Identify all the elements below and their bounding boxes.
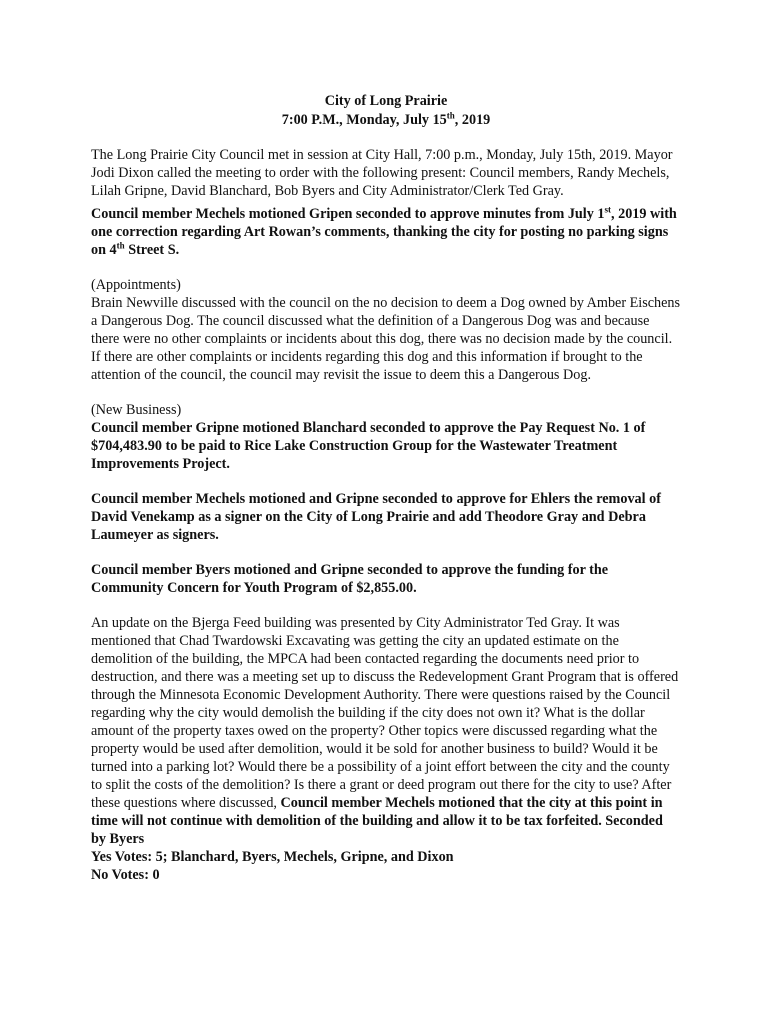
meeting-datetime-suffix: th bbox=[446, 110, 455, 121]
minutes-motion-sup2: th bbox=[116, 240, 125, 251]
minutes-document bbox=[91, 92, 681, 884]
bjerga-text: An update on the Bjerga Feed building was presented by City Administrator Ted Gray. It was mentioned that Chad Twardowski Excavating was getting the city an updated estimate on the demolition of the building, the MPCA had been contacted regarding the documents need prior to destruction, and there was a meeting set up to discuss the Redevelopment Grant Program that is offered through the Minnesota Economic Development Authority. There were questions raised by the Council regarding why the city would demolish the building if the city does not own it? What is the dollar amount of the property taxes owed on the property? Other topics were discussed regarding what the property would be used after demolition, would it be sold for another business to build? Would it be turned into a parking lot? Would there be a possibility of a joint effort between the city and the county to split the costs of the demolition? Is there a grant or deed program out there for the city to use? After these questions where discussed, bbox=[91, 615, 679, 811]
yes-votes: Yes Votes: 5; Blanchard, Byers, Mechels, Gripne, and Dixon bbox=[91, 849, 454, 865]
document-header bbox=[91, 92, 681, 130]
minutes-motion-part3: Street S. bbox=[124, 242, 180, 258]
bjerga-motion: Council member Mechels motioned that the city at this point in time will not continue with demolition of the building and allow it to be tax forfeited. Seconded by Byers bbox=[91, 795, 663, 847]
minutes-motion-sup1: st bbox=[604, 204, 611, 215]
appointments-label: (Appointments) bbox=[91, 277, 181, 293]
bjerga-paragraph bbox=[91, 614, 681, 848]
city-title: City of Long Prairie bbox=[324, 93, 448, 109]
youth-program-motion: Council member Byers motioned and Gripne seconded to approve the funding for the Community Concern for Youth Program of $2,855.00. bbox=[91, 562, 609, 596]
minutes-motion-part1: Council member Mechels motioned Gripen seconded to approve minutes from July 1 bbox=[91, 206, 605, 222]
new-business-label: (New Business) bbox=[91, 402, 182, 418]
pay-request-motion: Council member Gripne motioned Blanchard seconded to approve the Pay Request No. 1 of $704,483.90 to be paid to Rice Lake Construction Group for the Wastewater Treatment Improvements Project. bbox=[91, 420, 646, 472]
minutes-approval-motion bbox=[91, 205, 681, 259]
meeting-datetime-main: 7:00 P.M., Monday, July 15 bbox=[281, 112, 447, 128]
minutes-motion-part2: , 2019 with one correction regarding Art Rowan’s comments, thanking the city for posting no parking signs on 4 bbox=[91, 206, 677, 258]
intro-paragraph: The Long Prairie City Council met in session at City Hall, 7:00 p.m., Monday, July 15th, 2019. Mayor Jodi Dixon called the meeting to order with the following present: Council members, Randy Mechels, Lilah Gripne, David Blanchard, Bob Byers and City Administrator/Clerk Ted Gray. bbox=[91, 147, 673, 199]
meeting-datetime-year: , 2019 bbox=[454, 112, 491, 128]
appointments-paragraph: Brain Newville discussed with the council on the no decision to deem a Dog owned by Amber Eischens a Dangerous Dog. The council discussed what the definition of a Dangerous Dog was and because there were no other complaints or incidents about this dog, there was no decision made by the council. If there are other complaints or incidents regarding this dog and this information if brought to the attention of the council, the council may revisit the issue to deem this a Dangerous Dog. bbox=[91, 295, 681, 383]
ehlers-signer-motion: Council member Mechels motioned and Gripne seconded to approve for Ehlers the removal of David Venekamp as a signer on the City of Long Prairie and add Theodore Gray and Debra Laumeyer as signers. bbox=[91, 491, 661, 543]
meeting-datetime bbox=[91, 111, 681, 130]
no-votes: No Votes: 0 bbox=[91, 867, 160, 883]
